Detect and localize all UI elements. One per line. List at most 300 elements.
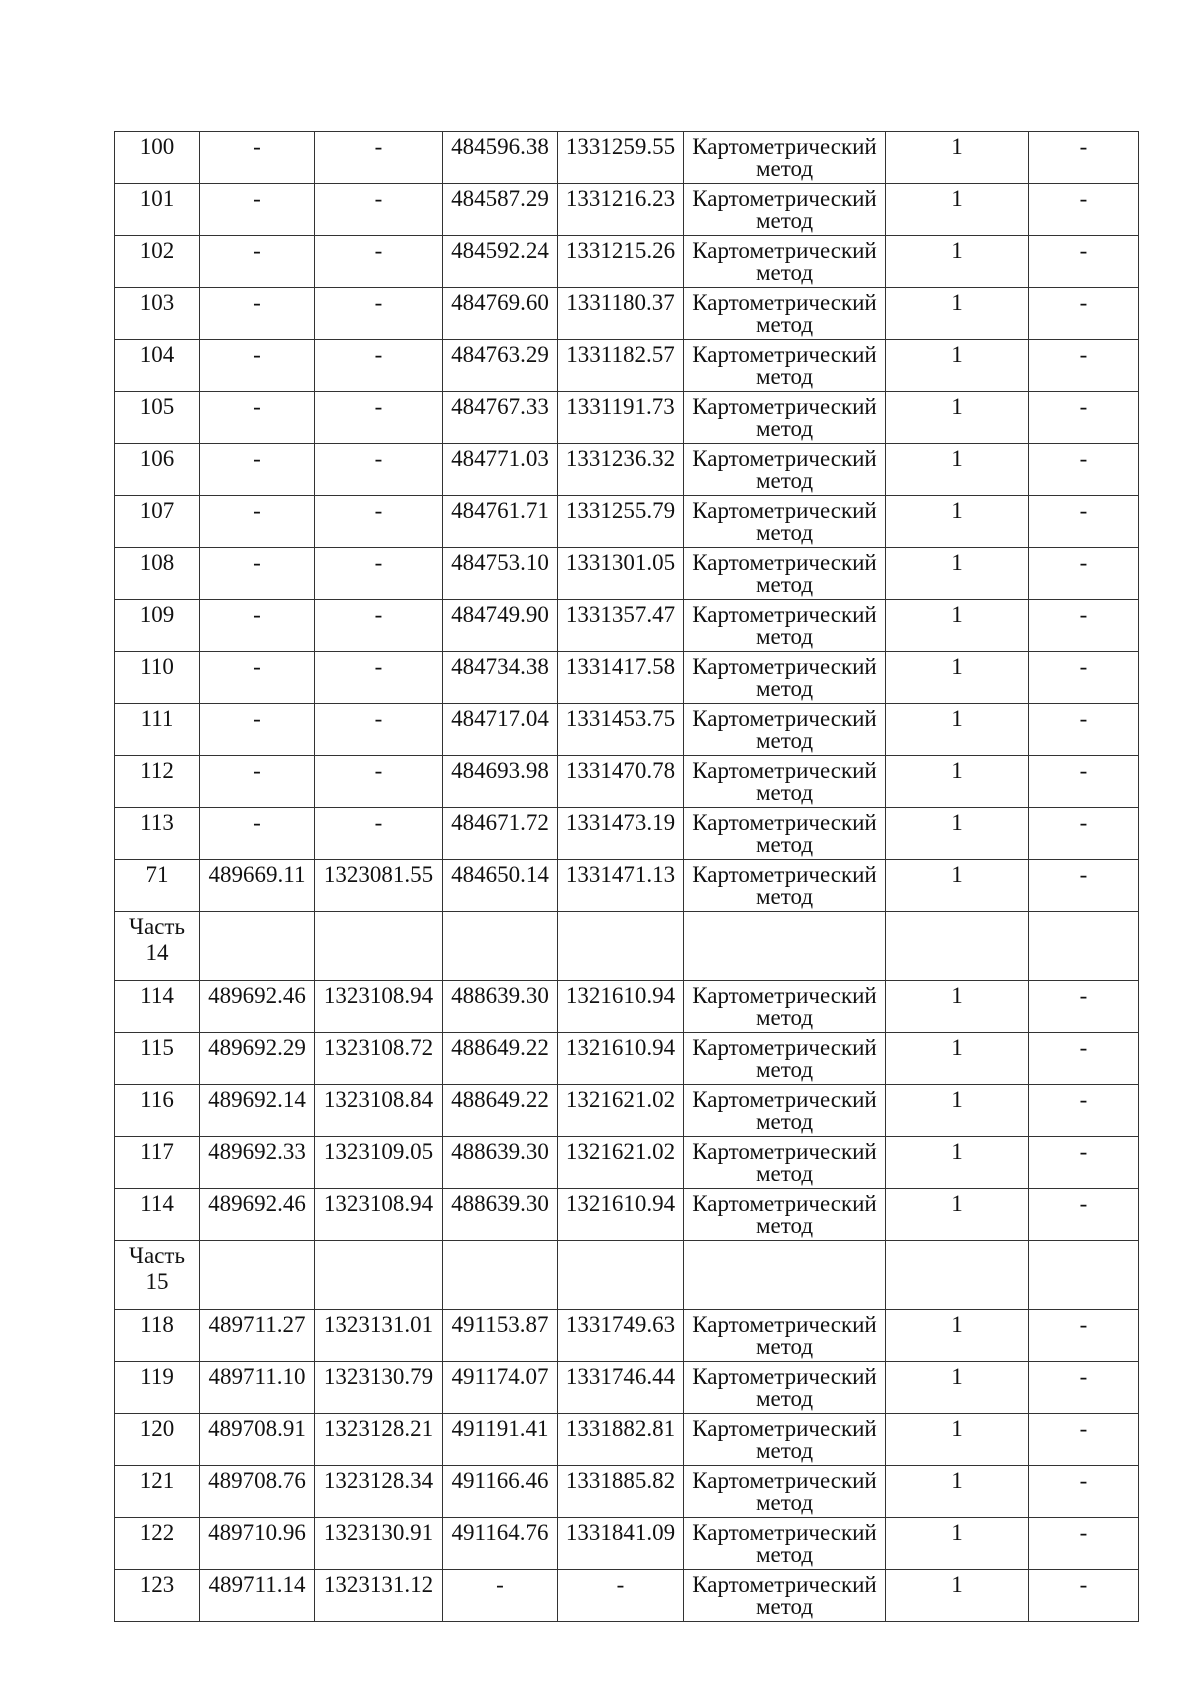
method-cell xyxy=(684,1085,886,1137)
description-cell: - xyxy=(1029,1189,1139,1241)
old-y-cell: 1323128.21 xyxy=(315,1414,443,1466)
old-y-cell: 1323128.34 xyxy=(315,1466,443,1518)
table-body xyxy=(115,132,1139,1622)
old-y-cell: - xyxy=(315,288,443,340)
table-row xyxy=(115,1414,1139,1466)
new-y-cell: 1331182.57 xyxy=(558,340,684,392)
part-label-number: 14 xyxy=(145,940,169,965)
empty-cell xyxy=(1029,1241,1139,1310)
empty-cell xyxy=(315,1241,443,1310)
new-y-cell: 1331215.26 xyxy=(558,236,684,288)
method-cell xyxy=(684,600,886,652)
new-x-cell: 484761.71 xyxy=(443,496,558,548)
table-row xyxy=(115,1466,1139,1518)
part-label xyxy=(115,1241,200,1310)
description-cell: - xyxy=(1029,1310,1139,1362)
description-cell: - xyxy=(1029,444,1139,496)
old-x-cell: 489711.10 xyxy=(200,1362,315,1414)
old-x-cell: - xyxy=(200,444,315,496)
old-y-cell: 1323109.05 xyxy=(315,1137,443,1189)
old-x-cell: 489711.27 xyxy=(200,1310,315,1362)
new-y-cell: 1331236.32 xyxy=(558,444,684,496)
empty-cell xyxy=(684,1241,886,1310)
new-y-cell: 1321621.02 xyxy=(558,1085,684,1137)
description-cell: - xyxy=(1029,288,1139,340)
method-line-1: Картометрический xyxy=(692,1139,877,1164)
description-cell: - xyxy=(1029,860,1139,912)
method-line-1: Картометрический xyxy=(692,1572,877,1597)
table-row xyxy=(115,184,1139,236)
old-y-cell: 1323131.12 xyxy=(315,1570,443,1622)
method-line-1: Картометрический xyxy=(692,810,877,835)
new-x-cell: 484671.72 xyxy=(443,808,558,860)
table-row xyxy=(115,600,1139,652)
method-line-1: Картометрический xyxy=(692,1364,877,1389)
method-line-2: метод xyxy=(755,260,814,285)
empty-cell xyxy=(886,912,1029,981)
method-line-1: Картометрический xyxy=(692,983,877,1008)
old-y-cell: - xyxy=(315,496,443,548)
new-x-cell: 484763.29 xyxy=(443,340,558,392)
part-header-row xyxy=(115,912,1139,981)
new-y-cell: 1331882.81 xyxy=(558,1414,684,1466)
part-label-word: Часть xyxy=(129,914,185,939)
old-y-cell: - xyxy=(315,392,443,444)
new-y-cell: 1321610.94 xyxy=(558,1189,684,1241)
point-number-cell: 102 xyxy=(115,236,200,288)
description-cell: - xyxy=(1029,704,1139,756)
old-x-cell: - xyxy=(200,340,315,392)
old-y-cell: 1323108.72 xyxy=(315,1033,443,1085)
method-line-2: метод xyxy=(755,312,814,337)
method-cell xyxy=(684,704,886,756)
new-y-cell: 1331216.23 xyxy=(558,184,684,236)
description-cell: - xyxy=(1029,392,1139,444)
method-cell xyxy=(684,132,886,184)
description-cell: - xyxy=(1029,236,1139,288)
method-line-2: метод xyxy=(755,728,814,753)
method-line-1: Картометрический xyxy=(692,862,877,887)
new-y-cell: 1331749.63 xyxy=(558,1310,684,1362)
method-line-2: метод xyxy=(755,1594,814,1619)
old-y-cell: - xyxy=(315,652,443,704)
point-number-cell: 119 xyxy=(115,1362,200,1414)
empty-cell xyxy=(315,912,443,981)
table-row xyxy=(115,132,1139,184)
description-cell: - xyxy=(1029,184,1139,236)
new-y-cell: 1331191.73 xyxy=(558,392,684,444)
part-label-number: 15 xyxy=(145,1269,169,1294)
description-cell: - xyxy=(1029,340,1139,392)
accuracy-cell: 1 xyxy=(886,981,1029,1033)
method-cell xyxy=(684,340,886,392)
old-y-cell: - xyxy=(315,132,443,184)
new-x-cell: 491153.87 xyxy=(443,1310,558,1362)
empty-cell xyxy=(558,912,684,981)
accuracy-cell: 1 xyxy=(886,1414,1029,1466)
method-line-1: Картометрический xyxy=(692,186,877,211)
new-y-cell: 1331471.13 xyxy=(558,860,684,912)
description-cell: - xyxy=(1029,1085,1139,1137)
old-x-cell: 489710.96 xyxy=(200,1518,315,1570)
old-y-cell: 1323108.94 xyxy=(315,1189,443,1241)
method-line-1: Картометрический xyxy=(692,290,877,315)
point-number-cell: 114 xyxy=(115,1189,200,1241)
method-line-2: метод xyxy=(755,572,814,597)
old-x-cell: - xyxy=(200,496,315,548)
point-number-cell: 103 xyxy=(115,288,200,340)
accuracy-cell: 1 xyxy=(886,1518,1029,1570)
method-line-2: метод xyxy=(755,676,814,701)
method-cell xyxy=(684,1189,886,1241)
method-cell xyxy=(684,1518,886,1570)
description-cell: - xyxy=(1029,132,1139,184)
table-row xyxy=(115,808,1139,860)
new-x-cell: 488649.22 xyxy=(443,1033,558,1085)
description-cell: - xyxy=(1029,1033,1139,1085)
new-y-cell: 1321621.02 xyxy=(558,1137,684,1189)
method-line-2: метод xyxy=(755,832,814,857)
method-line-1: Картометрический xyxy=(692,446,877,471)
description-cell: - xyxy=(1029,652,1139,704)
old-x-cell: - xyxy=(200,132,315,184)
method-line-2: метод xyxy=(755,1490,814,1515)
method-cell xyxy=(684,1310,886,1362)
old-x-cell: 489711.14 xyxy=(200,1570,315,1622)
old-x-cell: 489692.14 xyxy=(200,1085,315,1137)
new-x-cell: 484771.03 xyxy=(443,444,558,496)
old-x-cell: - xyxy=(200,236,315,288)
point-number-cell: 117 xyxy=(115,1137,200,1189)
method-line-2: метод xyxy=(755,1386,814,1411)
table-row xyxy=(115,652,1139,704)
accuracy-cell: 1 xyxy=(886,1466,1029,1518)
old-x-cell: - xyxy=(200,704,315,756)
method-line-2: метод xyxy=(755,520,814,545)
accuracy-cell: 1 xyxy=(886,1570,1029,1622)
old-y-cell: 1323130.91 xyxy=(315,1518,443,1570)
point-number-cell: 113 xyxy=(115,808,200,860)
table-row xyxy=(115,1085,1139,1137)
table-row xyxy=(115,1362,1139,1414)
point-number-cell: 118 xyxy=(115,1310,200,1362)
method-cell xyxy=(684,392,886,444)
old-x-cell: - xyxy=(200,808,315,860)
method-cell xyxy=(684,236,886,288)
method-line-2: метод xyxy=(755,1161,814,1186)
part-header-row xyxy=(115,1241,1139,1310)
method-line-1: Картометрический xyxy=(692,1087,877,1112)
empty-cell xyxy=(443,912,558,981)
accuracy-cell: 1 xyxy=(886,1137,1029,1189)
method-line-2: метод xyxy=(755,1438,814,1463)
table-row xyxy=(115,981,1139,1033)
old-x-cell: - xyxy=(200,548,315,600)
method-cell xyxy=(684,1570,886,1622)
old-x-cell: - xyxy=(200,652,315,704)
method-line-2: метод xyxy=(755,1005,814,1030)
new-y-cell: 1331885.82 xyxy=(558,1466,684,1518)
method-cell xyxy=(684,288,886,340)
point-number-cell: 111 xyxy=(115,704,200,756)
old-y-cell: - xyxy=(315,756,443,808)
old-y-cell: - xyxy=(315,704,443,756)
new-x-cell: 491191.41 xyxy=(443,1414,558,1466)
method-line-2: метод xyxy=(755,1213,814,1238)
accuracy-cell: 1 xyxy=(886,392,1029,444)
point-number-cell: 115 xyxy=(115,1033,200,1085)
old-x-cell: - xyxy=(200,184,315,236)
method-cell xyxy=(684,496,886,548)
description-cell: - xyxy=(1029,1466,1139,1518)
table-row xyxy=(115,1310,1139,1362)
table-row xyxy=(115,1189,1139,1241)
method-cell xyxy=(684,1466,886,1518)
point-number-cell: 120 xyxy=(115,1414,200,1466)
method-line-1: Картометрический xyxy=(692,706,877,731)
description-cell: - xyxy=(1029,1414,1139,1466)
new-x-cell: 491164.76 xyxy=(443,1518,558,1570)
new-y-cell: 1331417.58 xyxy=(558,652,684,704)
method-line-1: Картометрический xyxy=(692,1520,877,1545)
accuracy-cell: 1 xyxy=(886,236,1029,288)
point-number-cell: 116 xyxy=(115,1085,200,1137)
old-y-cell: - xyxy=(315,444,443,496)
method-line-2: метод xyxy=(755,1057,814,1082)
old-y-cell: 1323108.84 xyxy=(315,1085,443,1137)
accuracy-cell: 1 xyxy=(886,1085,1029,1137)
point-number-cell: 122 xyxy=(115,1518,200,1570)
new-y-cell: - xyxy=(558,1570,684,1622)
new-x-cell: 488639.30 xyxy=(443,981,558,1033)
point-number-cell: 114 xyxy=(115,981,200,1033)
method-line-2: метод xyxy=(755,208,814,233)
old-y-cell: - xyxy=(315,236,443,288)
method-line-2: метод xyxy=(755,468,814,493)
new-y-cell: 1331473.19 xyxy=(558,808,684,860)
description-cell: - xyxy=(1029,1362,1139,1414)
old-x-cell: 489708.91 xyxy=(200,1414,315,1466)
table-row xyxy=(115,548,1139,600)
table-row xyxy=(115,860,1139,912)
method-line-1: Картометрический xyxy=(692,1468,877,1493)
new-y-cell: 1331357.47 xyxy=(558,600,684,652)
old-x-cell: 489669.11 xyxy=(200,860,315,912)
method-line-1: Картометрический xyxy=(692,394,877,419)
old-x-cell: 489692.33 xyxy=(200,1137,315,1189)
table-row xyxy=(115,444,1139,496)
method-cell xyxy=(684,1137,886,1189)
point-number-cell: 108 xyxy=(115,548,200,600)
accuracy-cell: 1 xyxy=(886,1310,1029,1362)
table-row xyxy=(115,1518,1139,1570)
method-cell xyxy=(684,184,886,236)
table-row xyxy=(115,236,1139,288)
method-line-1: Картометрический xyxy=(692,1191,877,1216)
method-cell xyxy=(684,1414,886,1466)
empty-cell xyxy=(558,1241,684,1310)
coordinates-table xyxy=(114,131,1139,1622)
old-x-cell: - xyxy=(200,756,315,808)
accuracy-cell: 1 xyxy=(886,652,1029,704)
new-x-cell: 484592.24 xyxy=(443,236,558,288)
new-x-cell: 484650.14 xyxy=(443,860,558,912)
method-line-2: метод xyxy=(755,1109,814,1134)
method-line-1: Картометрический xyxy=(692,342,877,367)
new-y-cell: 1321610.94 xyxy=(558,981,684,1033)
table-row xyxy=(115,496,1139,548)
new-x-cell: 484717.04 xyxy=(443,704,558,756)
point-number-cell: 105 xyxy=(115,392,200,444)
method-line-2: метод xyxy=(755,1542,814,1567)
old-x-cell: - xyxy=(200,600,315,652)
accuracy-cell: 1 xyxy=(886,704,1029,756)
table-row xyxy=(115,1137,1139,1189)
new-y-cell: 1331180.37 xyxy=(558,288,684,340)
description-cell: - xyxy=(1029,1570,1139,1622)
method-cell xyxy=(684,860,886,912)
new-x-cell: 488649.22 xyxy=(443,1085,558,1137)
point-number-cell: 106 xyxy=(115,444,200,496)
new-y-cell: 1331259.55 xyxy=(558,132,684,184)
empty-cell xyxy=(443,1241,558,1310)
accuracy-cell: 1 xyxy=(886,600,1029,652)
method-line-1: Картометрический xyxy=(692,238,877,263)
method-line-1: Картометрический xyxy=(692,1312,877,1337)
point-number-cell: 110 xyxy=(115,652,200,704)
method-cell xyxy=(684,1362,886,1414)
method-line-1: Картометрический xyxy=(692,134,877,159)
method-line-1: Картометрический xyxy=(692,498,877,523)
old-y-cell: 1323130.79 xyxy=(315,1362,443,1414)
accuracy-cell: 1 xyxy=(886,340,1029,392)
new-x-cell: 491174.07 xyxy=(443,1362,558,1414)
old-y-cell: - xyxy=(315,600,443,652)
new-x-cell: 488639.30 xyxy=(443,1137,558,1189)
method-cell xyxy=(684,1033,886,1085)
empty-cell xyxy=(684,912,886,981)
table-row xyxy=(115,704,1139,756)
old-y-cell: - xyxy=(315,184,443,236)
old-y-cell: 1323081.55 xyxy=(315,860,443,912)
method-line-1: Картометрический xyxy=(692,758,877,783)
new-x-cell: 484596.38 xyxy=(443,132,558,184)
empty-cell xyxy=(1029,912,1139,981)
new-x-cell: 488639.30 xyxy=(443,1189,558,1241)
old-x-cell: 489692.46 xyxy=(200,1189,315,1241)
accuracy-cell: 1 xyxy=(886,1362,1029,1414)
point-number-cell: 112 xyxy=(115,756,200,808)
description-cell: - xyxy=(1029,496,1139,548)
accuracy-cell: 1 xyxy=(886,132,1029,184)
method-line-2: метод xyxy=(755,624,814,649)
new-y-cell: 1331255.79 xyxy=(558,496,684,548)
old-y-cell: - xyxy=(315,340,443,392)
description-cell: - xyxy=(1029,1518,1139,1570)
method-line-1: Картометрический xyxy=(692,1035,877,1060)
method-cell xyxy=(684,444,886,496)
part-label xyxy=(115,912,200,981)
description-cell: - xyxy=(1029,1137,1139,1189)
point-number-cell: 109 xyxy=(115,600,200,652)
new-x-cell: 484734.38 xyxy=(443,652,558,704)
description-cell: - xyxy=(1029,981,1139,1033)
point-number-cell: 107 xyxy=(115,496,200,548)
description-cell: - xyxy=(1029,548,1139,600)
accuracy-cell: 1 xyxy=(886,1189,1029,1241)
accuracy-cell: 1 xyxy=(886,288,1029,340)
table-row xyxy=(115,1033,1139,1085)
accuracy-cell: 1 xyxy=(886,860,1029,912)
method-line-1: Картометрический xyxy=(692,602,877,627)
old-x-cell: 489708.76 xyxy=(200,1466,315,1518)
new-x-cell: 484767.33 xyxy=(443,392,558,444)
new-y-cell: 1321610.94 xyxy=(558,1033,684,1085)
new-x-cell: 484753.10 xyxy=(443,548,558,600)
new-x-cell: 484749.90 xyxy=(443,600,558,652)
accuracy-cell: 1 xyxy=(886,496,1029,548)
point-number-cell: 121 xyxy=(115,1466,200,1518)
method-line-2: метод xyxy=(755,156,814,181)
description-cell: - xyxy=(1029,756,1139,808)
method-cell xyxy=(684,548,886,600)
empty-cell xyxy=(200,1241,315,1310)
method-line-2: метод xyxy=(755,884,814,909)
accuracy-cell: 1 xyxy=(886,444,1029,496)
new-x-cell: 484769.60 xyxy=(443,288,558,340)
method-cell xyxy=(684,981,886,1033)
point-number-cell: 71 xyxy=(115,860,200,912)
table-row xyxy=(115,288,1139,340)
empty-cell xyxy=(200,912,315,981)
method-line-1: Картометрический xyxy=(692,550,877,575)
table-row xyxy=(115,1570,1139,1622)
method-cell xyxy=(684,756,886,808)
old-y-cell: - xyxy=(315,548,443,600)
new-y-cell: 1331301.05 xyxy=(558,548,684,600)
new-y-cell: 1331746.44 xyxy=(558,1362,684,1414)
point-number-cell: 123 xyxy=(115,1570,200,1622)
point-number-cell: 101 xyxy=(115,184,200,236)
table-row xyxy=(115,340,1139,392)
old-x-cell: - xyxy=(200,288,315,340)
method-line-2: метод xyxy=(755,416,814,441)
new-x-cell: 484587.29 xyxy=(443,184,558,236)
old-x-cell: 489692.46 xyxy=(200,981,315,1033)
part-label-word: Часть xyxy=(129,1243,185,1268)
method-cell xyxy=(684,652,886,704)
old-y-cell: 1323108.94 xyxy=(315,981,443,1033)
point-number-cell: 104 xyxy=(115,340,200,392)
new-y-cell: 1331470.78 xyxy=(558,756,684,808)
new-y-cell: 1331453.75 xyxy=(558,704,684,756)
old-x-cell: - xyxy=(200,392,315,444)
table-row xyxy=(115,756,1139,808)
accuracy-cell: 1 xyxy=(886,808,1029,860)
new-y-cell: 1331841.09 xyxy=(558,1518,684,1570)
description-cell: - xyxy=(1029,808,1139,860)
accuracy-cell: 1 xyxy=(886,548,1029,600)
new-x-cell: 484693.98 xyxy=(443,756,558,808)
method-cell xyxy=(684,808,886,860)
empty-cell xyxy=(886,1241,1029,1310)
accuracy-cell: 1 xyxy=(886,184,1029,236)
point-number-cell: 100 xyxy=(115,132,200,184)
old-x-cell: 489692.29 xyxy=(200,1033,315,1085)
accuracy-cell: 1 xyxy=(886,1033,1029,1085)
method-line-2: метод xyxy=(755,364,814,389)
new-x-cell: - xyxy=(443,1570,558,1622)
